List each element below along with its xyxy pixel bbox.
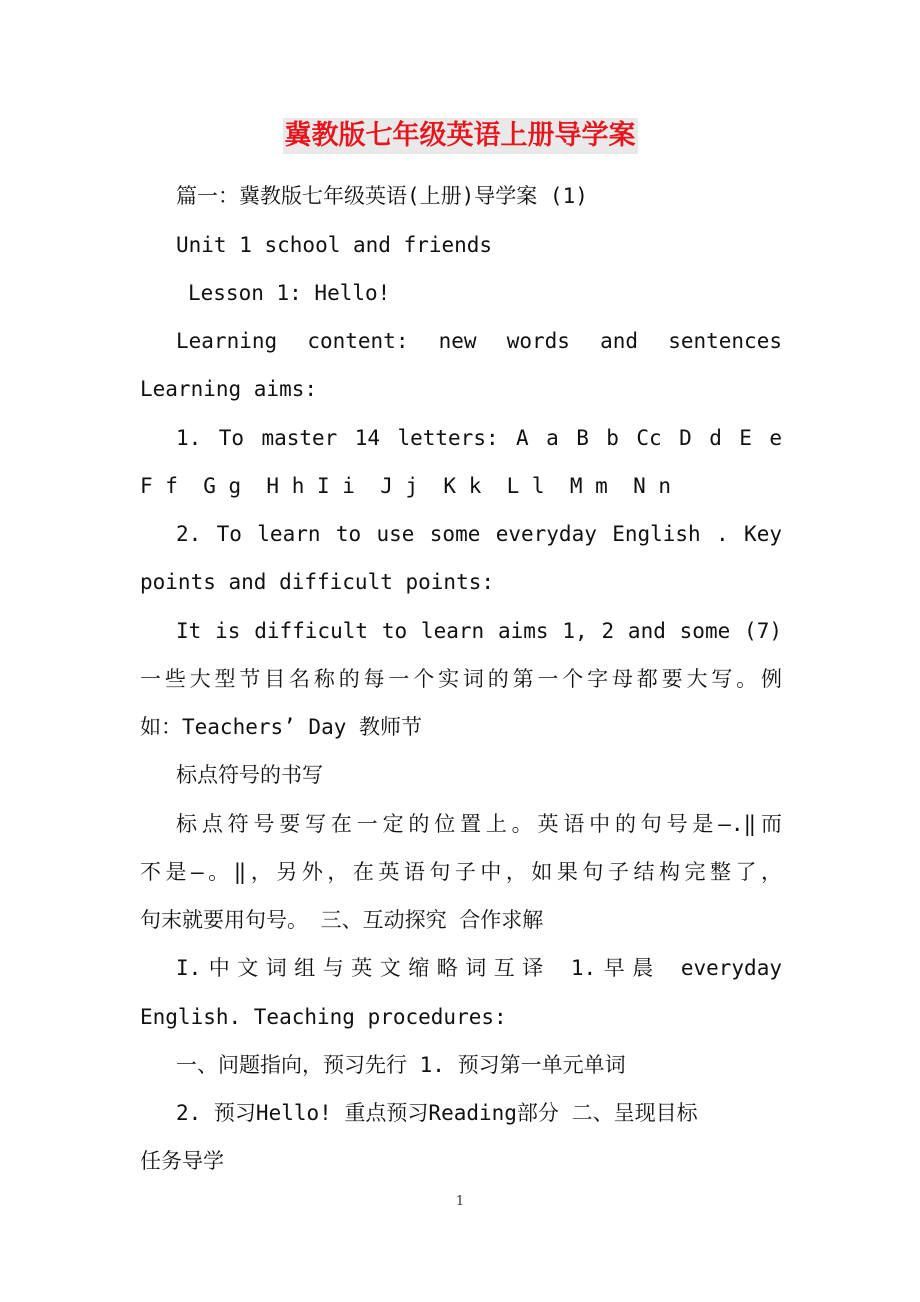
- text-line: Learning content: new words and sentences: [176, 329, 782, 353]
- text-line: Lesson 1: Hello!: [188, 281, 391, 305]
- document-title: 冀教版七年级英语上册导学案: [283, 118, 638, 154]
- page-number: 1: [455, 1194, 465, 1209]
- text-line: I.中文词组与英文缩略词互译 1.早晨 everyday: [176, 956, 782, 980]
- text-line: 标点符号要写在一定的位置上。英语中的句号是—.‖而: [176, 812, 782, 836]
- text-line: 句末就要用句号。 三、互动探究 合作求解: [140, 908, 544, 932]
- text-line: 篇一：冀教版七年级英语(上册)导学案 (1): [176, 184, 588, 208]
- text-line: It is difficult to learn aims 1, 2 and some (7): [176, 619, 782, 643]
- text-line: 1. To master 14 letters: A a B b Cc D d E e: [176, 426, 782, 450]
- text-line: English. Teaching procedures:: [140, 1005, 507, 1029]
- text-line: F f G g H h I i J j K k L l M m N n: [140, 474, 672, 498]
- text-line: points and difficult points:: [140, 570, 495, 594]
- text-line: 不是—。‖，另外，在英语句子中，如果句子结构完整了，: [140, 860, 782, 884]
- text-line: Unit 1 school and friends: [176, 233, 493, 257]
- text-line: 一些大型节目名称的每一个实词的第一个字母都要大写。例: [140, 667, 782, 691]
- text-line: 一、问题指向，预习先行 1. 预习第一单元单词: [176, 1053, 626, 1077]
- text-line: 标点符号的书写: [176, 763, 323, 787]
- text-line: 如：Teachers’ Day 教师节: [140, 715, 423, 739]
- text-line: 2. To learn to use some everyday English . Key: [176, 522, 782, 546]
- text-line: 任务导学: [140, 1149, 224, 1173]
- title-container: [0, 118, 920, 154]
- text-line: 2. 预习Hello! 重点预习Reading部分 二、呈现目标: [176, 1101, 698, 1125]
- text-line: Learning aims:: [140, 377, 318, 401]
